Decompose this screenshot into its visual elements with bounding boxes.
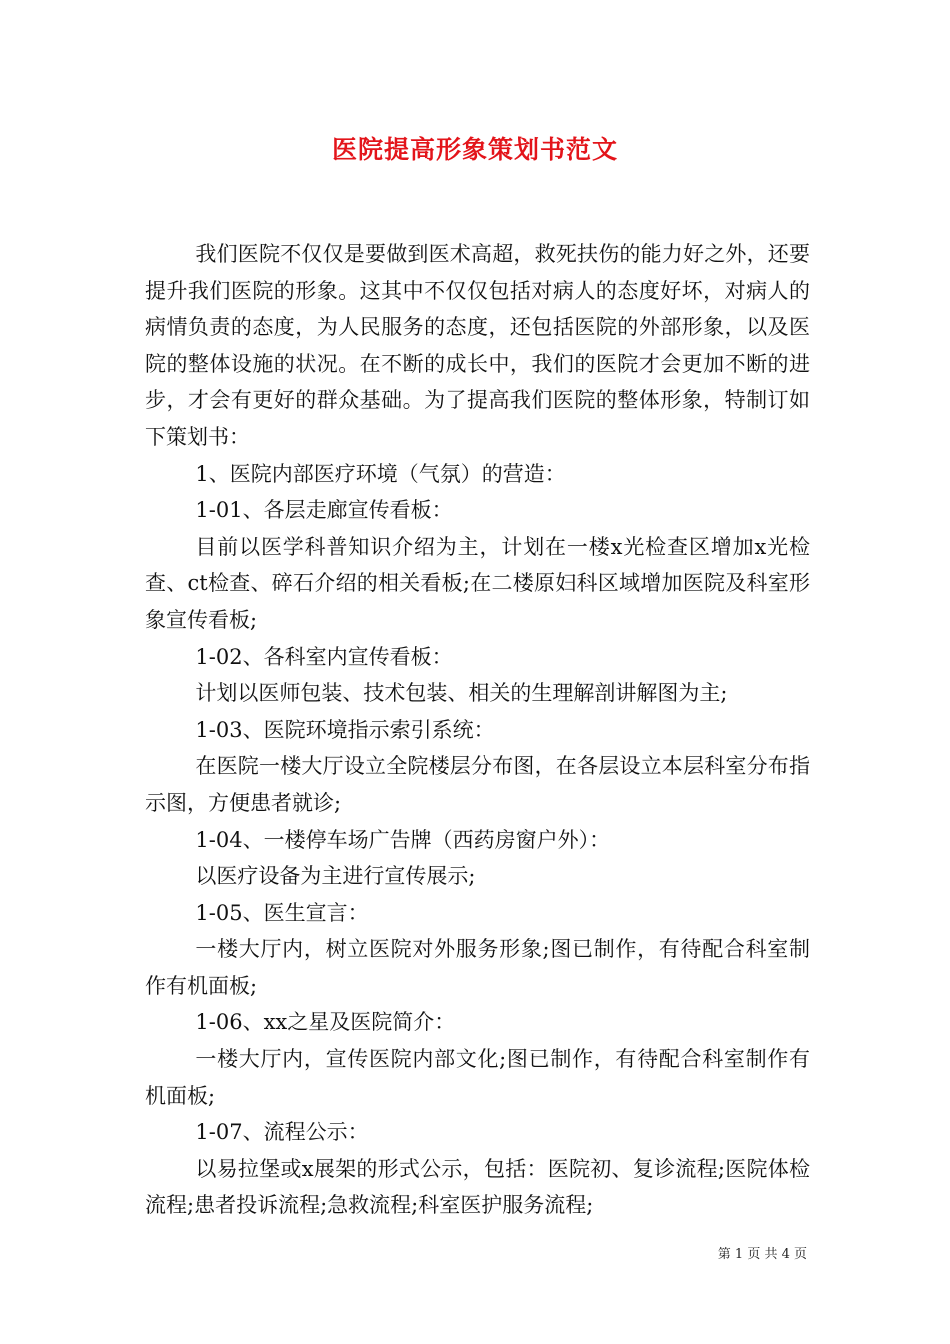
subsection-heading: 1-05、医生宣言： <box>195 900 369 925</box>
paragraph: 一楼大厅内，树立医院对外服务形象;图已制作，有待配合科室制作有机面板; <box>145 937 810 998</box>
paragraph: 计划以医师包装、技术包装、相关的生理解剖讲解图为主; <box>195 681 728 706</box>
paragraph: 在医院一楼大厅设立全院楼层分布图，在各层设立本层科室分布指示图，方便患者就诊; <box>145 754 810 815</box>
document-body <box>145 236 810 1224</box>
subsection-heading: 1-01、各层走廊宣传看板： <box>195 498 453 523</box>
subsection-heading: 1-03、医院环境指示索引系统： <box>195 717 495 742</box>
subsection-heading: 1-02、各科室内宣传看板： <box>195 644 453 669</box>
section-heading: 1、医院内部医疗环境（气氛）的营造： <box>195 461 566 486</box>
page-number-footer: 第 1 页 共 4 页 <box>717 1247 807 1262</box>
subsection-heading: 1-04、一楼停车场广告牌（西药房窗户外）： <box>195 827 611 852</box>
subsection-heading: 1-06、xx之星及医院简介： <box>195 1010 456 1035</box>
document-title: 医院提高形象策划书范文 <box>331 135 618 164</box>
paragraph: 目前以医学科普知识介绍为主，计划在一楼x光检查区增加x光检查、ct检查、碎石介绍的相关看板;在二楼原妇科区域增加医院及科室形象宣传看板; <box>145 534 810 632</box>
paragraph-intro: 我们医院不仅仅是要做到医术高超，救死扶伤的能力好之外，还要提升我们医院的形象。这其中不仅仅包括对病人的态度好坏，对病人的病情负责的态度，为人民服务的态度，还包括医院的外部形象，以及医院的整体设施的状况。在不断的成长中，我们的医院才会更加不断的进步，才会有更好的群众基础。为了提高我们医院的整体形象，特制订如下策划书： <box>145 242 810 449</box>
subsection-heading: 1-07、流程公示： <box>195 1120 369 1145</box>
paragraph: 以医疗设备为主进行宣传展示; <box>195 864 476 889</box>
paragraph: 一楼大厅内，宣传医院内部文化;图已制作，有待配合科室制作有机面板; <box>145 1047 810 1108</box>
paragraph: 以易拉堡或x展架的形式公示，包括：医院初、复诊流程;医院体检流程;患者投诉流程;急救流程;科室医护服务流程; <box>145 1156 810 1218</box>
